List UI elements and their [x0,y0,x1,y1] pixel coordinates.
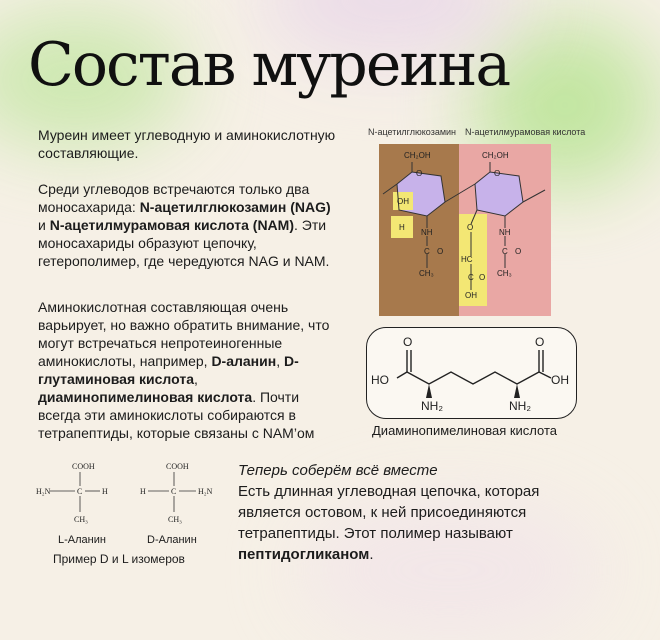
nam-term: N-ацетилмурамовая кислота (NAM) [49,217,294,233]
c-label: C [468,273,474,282]
dap-ho-label: HO [371,373,389,387]
intro-paragraph: Муреин имеет углеводную и аминокислотную составляющие. [38,127,336,161]
dap-term: диаминопимелиновая кислота [38,389,253,405]
nag-label: N-ацетилглюкозамин [368,127,457,137]
oh-label: OH [465,291,477,300]
d-alanine-term: D-аланин [211,353,277,369]
ring-o-label: O [494,169,501,178]
dap-structure-box [366,327,577,419]
nh-label: NH [421,228,433,237]
carbs-paragraph [38,180,338,270]
ch2oh-label: CH₂OH [404,151,431,160]
ch3-label: CH₃ [497,269,512,278]
text: Аминокислотная составляющая очень варьирует, но важно обратить внимание, что могут встречаться непротеиногенные аминокислоты, например, [38,299,330,369]
isomers-caption: Пример D и L изомеров [53,552,185,566]
oh-label: OH [397,197,409,206]
o-label: O [515,247,522,256]
page-title: Состав муреина [28,30,510,100]
dap-caption: Диаминопимелиновая кислота [372,423,558,438]
amino-paragraph [38,298,338,442]
ch2oh-label: CH₂OH [482,151,509,160]
nag-term: N-ацетилглюкозамин (NAG) [139,199,331,215]
c-label: C [171,487,177,496]
cooh-label: COOH [72,462,95,471]
o-label: O [467,223,474,232]
ch3-label: CH₃ [74,515,88,524]
h2n-label: H₂N [198,487,213,496]
text: , [276,353,284,369]
dap-nh2-label: NH₂ [421,399,443,413]
o-label: O [437,247,444,256]
nag-nam-structure [379,144,551,316]
dap-o-label: O [535,335,545,349]
nh-label: NH [499,228,511,237]
d-glutamic-term: D-глутаминовая кислота [38,353,299,387]
dap-oh-label: OH [551,373,569,387]
o-label: O [479,273,486,282]
alanine-isomers [34,460,213,530]
text: Среди углеводов встречаются только два моносахарида: [38,181,310,215]
summary-lead: Теперь соберём всё вместе [238,462,438,479]
text: Есть длинная углеводная цепочка, которая является остовом, к ней присоединяются тетрапептиды. Этот полимер называют [238,483,540,542]
nam-label: N-ацетилмурамовая кислота [465,127,586,137]
hc-label: HC [461,255,473,264]
c-label: C [424,247,430,256]
wedge-bond [426,384,432,398]
ring-o-label: O [416,169,423,178]
dap-structure [367,328,576,418]
dap-o-label: O [403,335,413,349]
text: и [38,217,50,233]
h-label: H [399,223,405,232]
h2n-label: H₂N [36,487,51,496]
text: . Почти всегда эти аминокислоты собираются в тетрапептиды, которые связаны с NAM’ом [38,389,315,441]
cooh-label: COOH [166,462,189,471]
summary-paragraph [238,460,568,565]
ch3-label: CH₃ [168,515,182,524]
text: . Эти моносахариды образуют цепочку, гетерополимер, где чередуются NAG и NAM. [38,217,330,269]
l-alanine-label: L-Аланин [58,534,106,546]
text: , [193,371,198,387]
h-label: H [140,487,146,496]
h-label: H [102,487,108,496]
ch3-label: CH₃ [419,269,434,278]
peptidoglycan-term: пептидогликаном [238,546,370,563]
c-label: C [77,487,83,496]
c-label: C [502,247,508,256]
wedge-bond [514,384,520,398]
d-alanine-label: D-Аланин [147,534,197,546]
text: . [369,546,374,563]
dap-nh2-label: NH₂ [509,399,531,413]
